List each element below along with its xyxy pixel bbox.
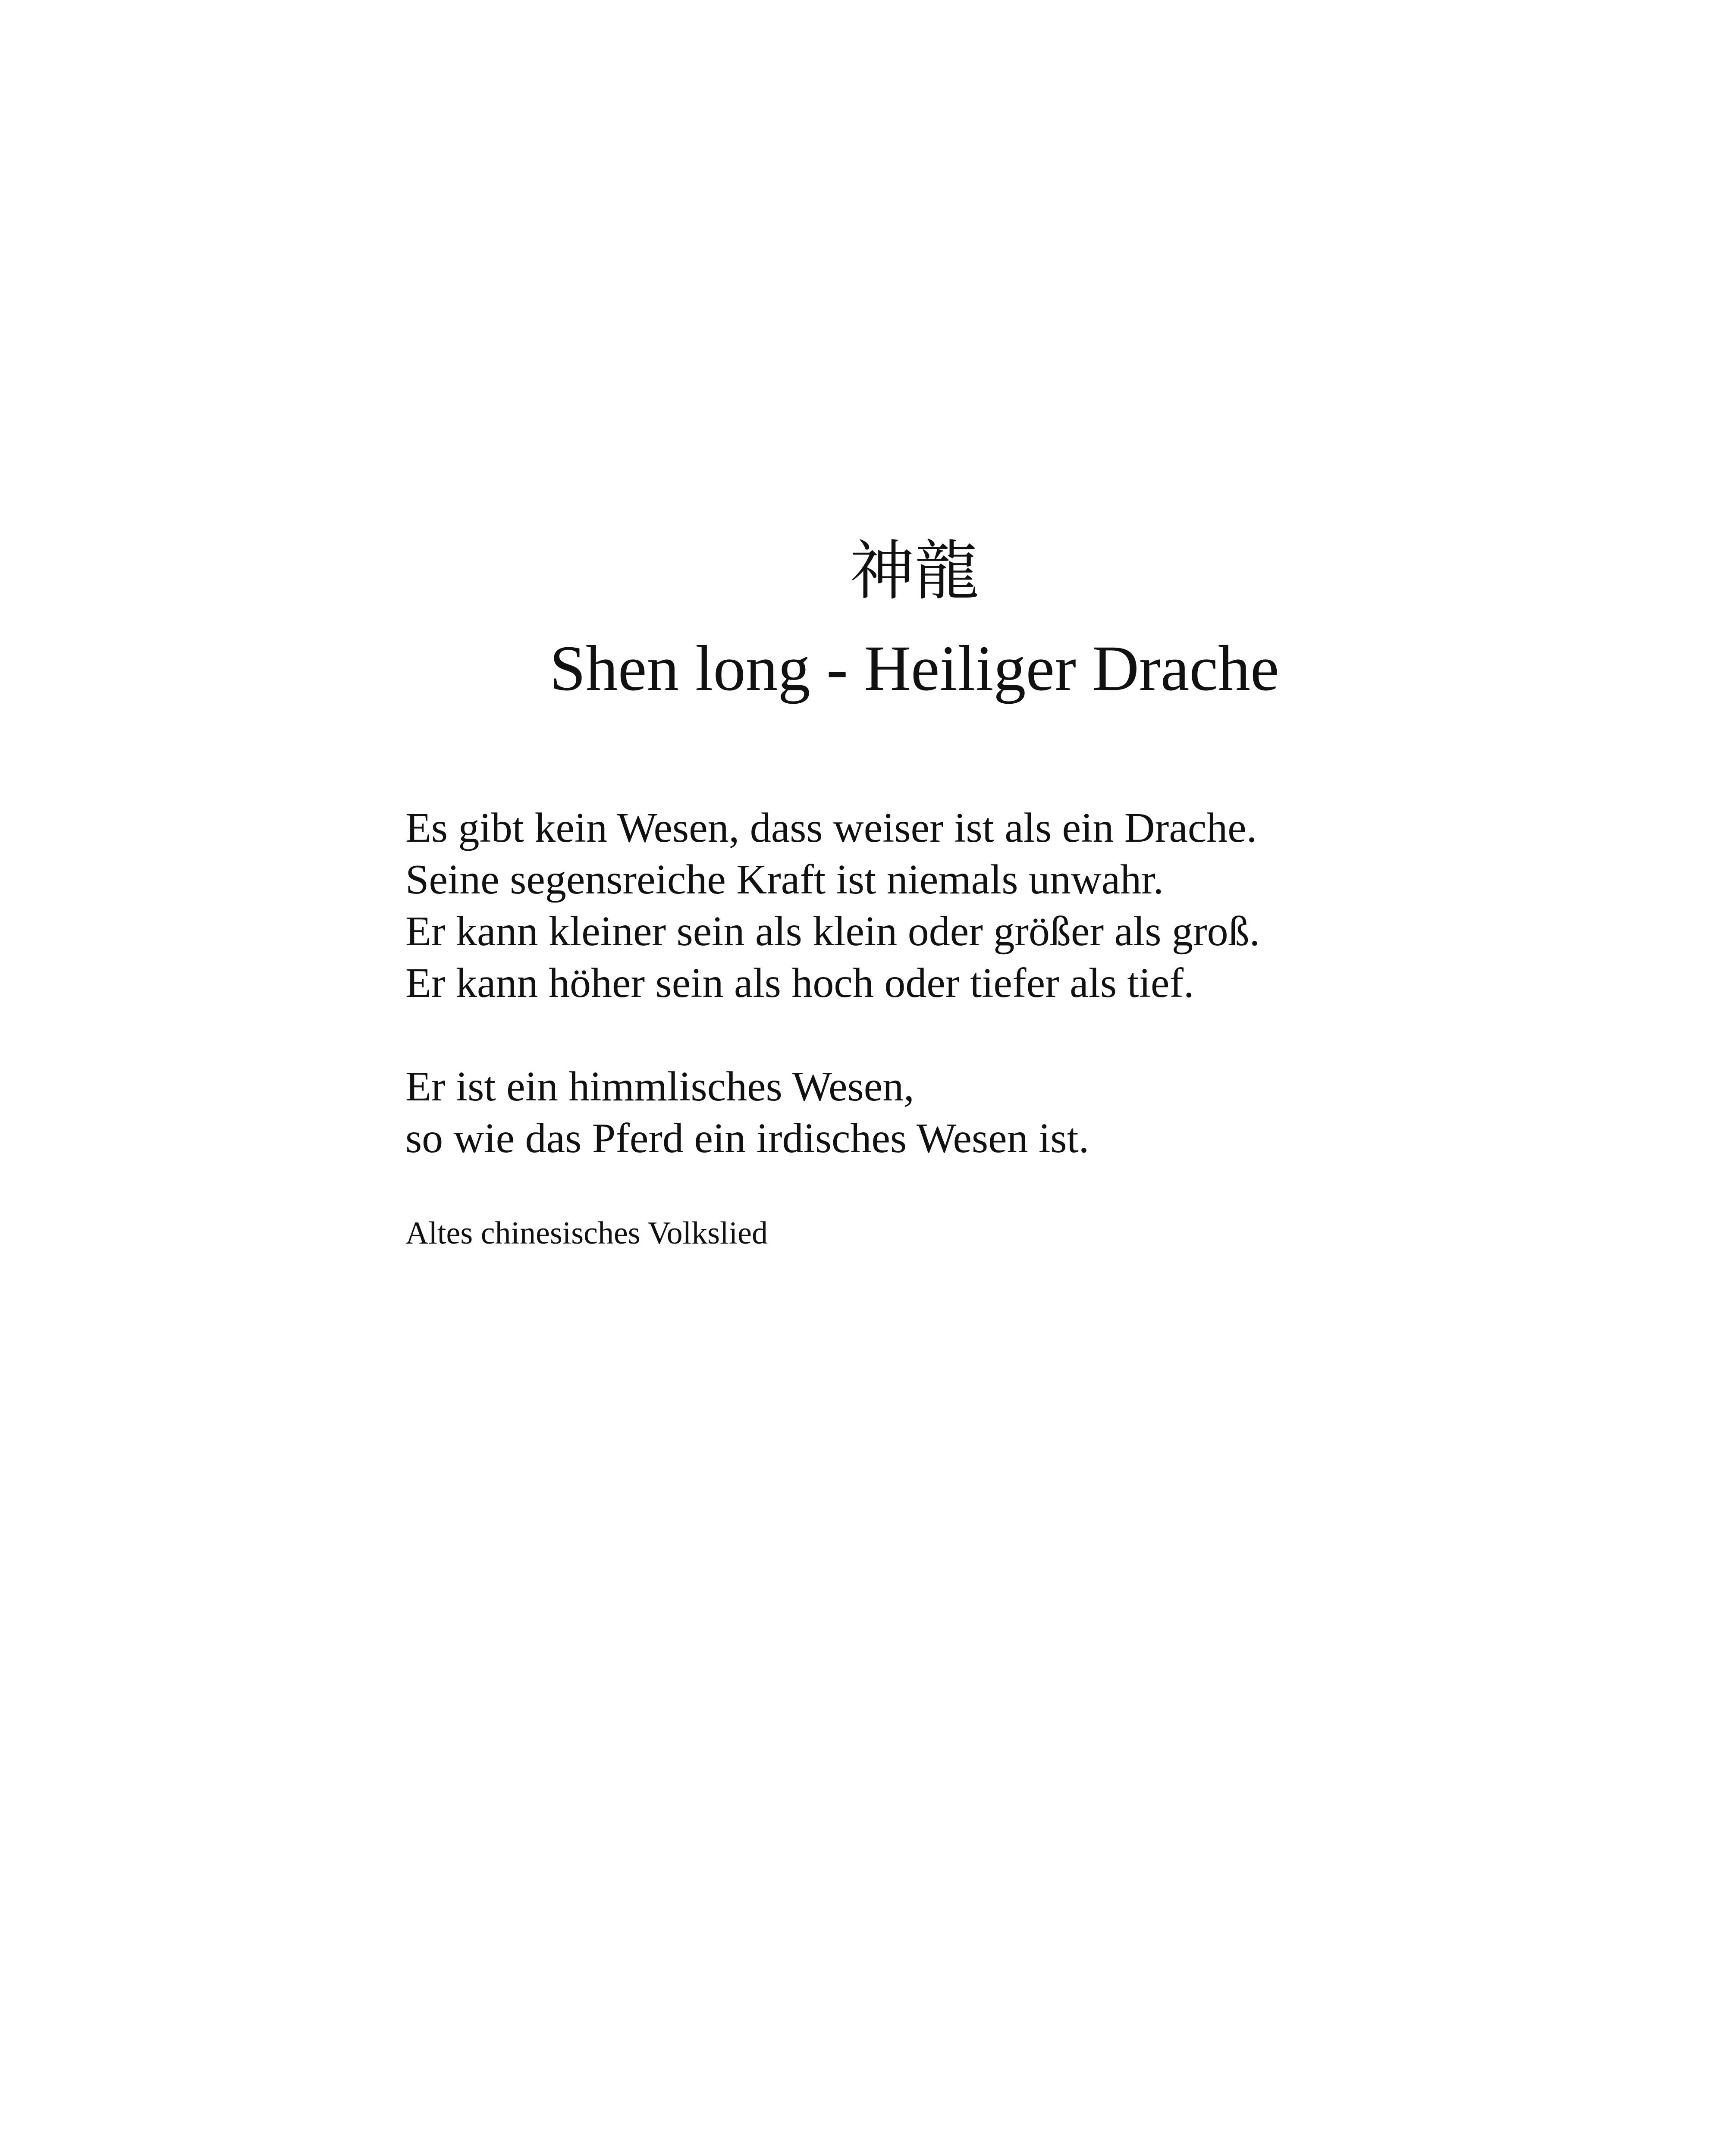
stanza-2 — [405, 1061, 1484, 1164]
poem-line: Er ist ein himmlisches Wesen, — [405, 1063, 914, 1110]
poem-line: Er kann höher sein als hoch oder tiefer als tief. — [405, 960, 1194, 1006]
poem-line: Es gibt kein Wesen, dass weiser ist als ein Drache. — [405, 805, 1257, 851]
poem-line: so wie das Pferd ein irdisches Wesen ist. — [405, 1115, 1089, 1162]
chinese-title: 神龍 — [849, 534, 979, 609]
page-title: Shen long - Heiliger Drache — [549, 633, 1279, 704]
attribution: Altes chinesisches Volkslied — [405, 1216, 768, 1251]
poem-line: Er kann kleiner sein als klein oder größer als groß. — [405, 908, 1260, 955]
stanza-1 — [405, 802, 1484, 1009]
poem — [405, 802, 1484, 1255]
poem-line: Seine segensreiche Kraft ist niemals unwahr. — [405, 856, 1164, 903]
